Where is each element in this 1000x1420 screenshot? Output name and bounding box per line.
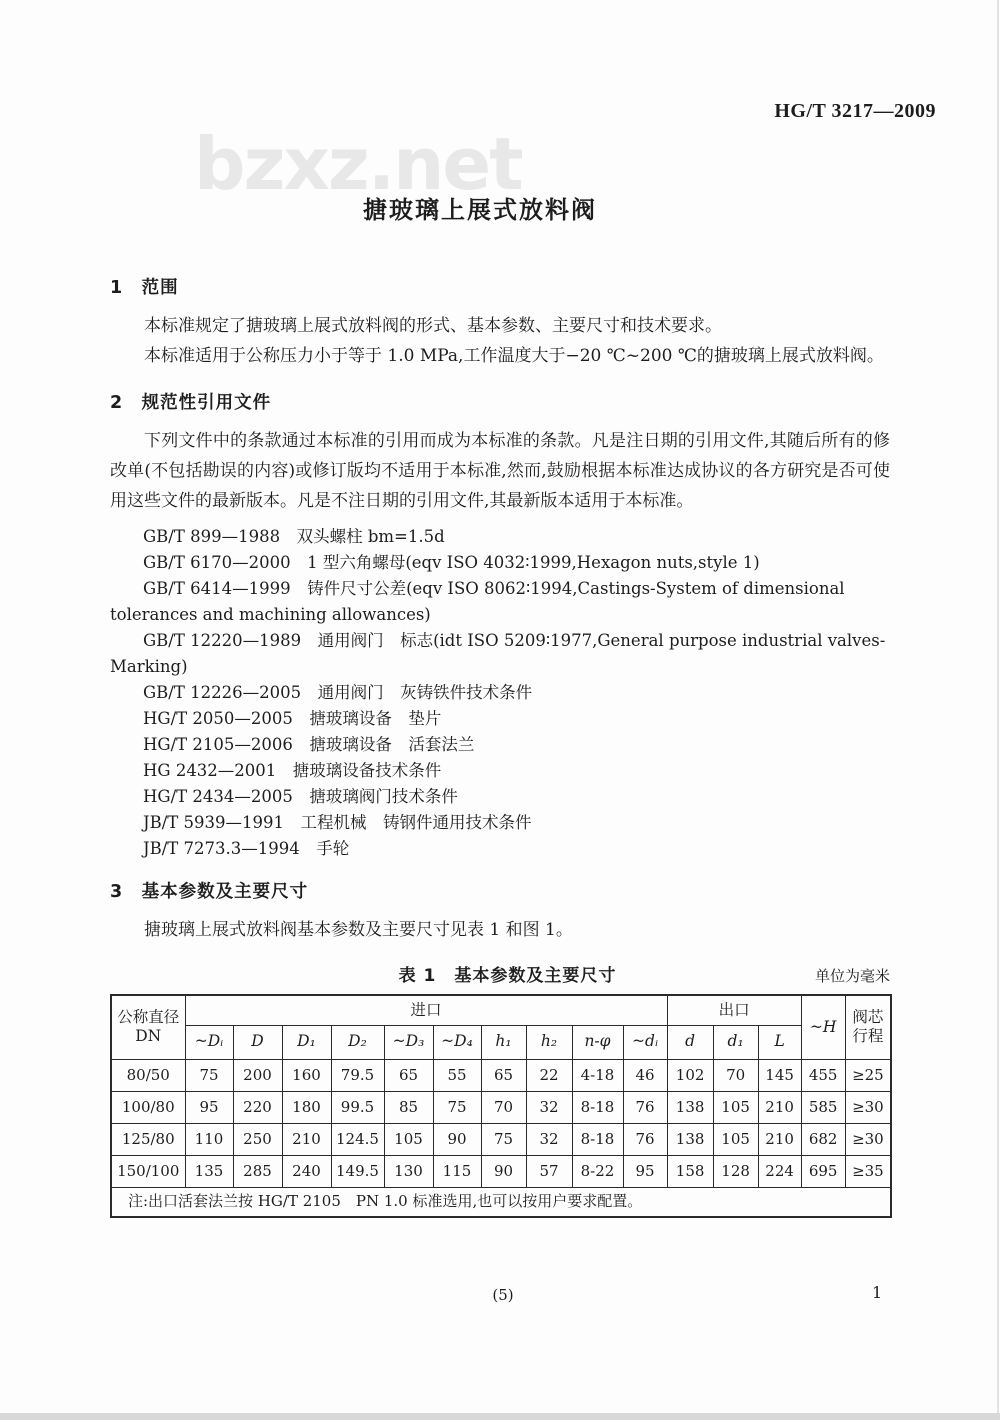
table-subheader-cell: d₁: [713, 1025, 758, 1059]
table-subheader-cell: L: [758, 1025, 801, 1059]
table-cell: 76: [623, 1123, 667, 1155]
table-cell: 4-18: [572, 1059, 623, 1091]
reference-item: HG/T 2050—2005 搪玻璃设备 垫片: [143, 709, 442, 728]
table-cell: 85: [384, 1091, 433, 1123]
reference-item: GB/T 12226—2005 通用阀门 灰铸铁件技术条件: [143, 683, 533, 702]
col-header-dn: [111, 995, 185, 1059]
table-note: 注:出口活套法兰按 HG/T 2105 PN 1.0 标准选用,也可以按用户要求配置。: [111, 1187, 891, 1217]
table-cell: 90: [481, 1155, 526, 1187]
table-caption-row: [110, 961, 890, 986]
table-cell: 695: [801, 1155, 845, 1187]
table-cell: 145: [758, 1059, 801, 1091]
table-cell: 285: [233, 1155, 282, 1187]
table-cell: 95: [623, 1155, 667, 1187]
table-cell: 149.5: [331, 1155, 384, 1187]
table-cell: 135: [185, 1155, 233, 1187]
table-subheader-row: [111, 1025, 891, 1059]
table-caption: 表 1 基本参数及主要尺寸: [398, 966, 617, 986]
table-unit-note: 单位为毫米: [814, 967, 890, 985]
section-1-heading: 1 范围: [110, 278, 179, 298]
table-cell: 46: [623, 1059, 667, 1091]
table-cell: 200: [233, 1059, 282, 1091]
table-cell: 90: [433, 1123, 481, 1155]
table-cell: 128: [713, 1155, 758, 1187]
table-subheader-cell: ~D₃: [384, 1025, 433, 1059]
table-cell: 8-18: [572, 1123, 623, 1155]
table-cell: 224: [758, 1155, 801, 1187]
page-title: 搪玻璃上展式放料阀: [363, 196, 597, 224]
table-cell: ≥30: [845, 1123, 891, 1155]
table-cell: 210: [758, 1091, 801, 1123]
table-group-header-row: [111, 995, 891, 1025]
references-list: [110, 524, 890, 862]
table-cell: 138: [667, 1123, 713, 1155]
table-row: [111, 1155, 891, 1187]
col-header-stroke: [845, 995, 891, 1059]
scan-edge-right: [997, 0, 999, 1420]
table-cell: 220: [233, 1091, 282, 1123]
table-cell: 76: [623, 1091, 667, 1123]
reference-item: GB/T 899—1988 双头螺柱 bm=1.5d: [143, 527, 445, 546]
table-cell: 158: [667, 1155, 713, 1187]
table-cell: 70: [713, 1059, 758, 1091]
table-note-row: [111, 1187, 891, 1217]
reference-item: GB/T 12220—1989 通用阀门 标志(idt ISO 5209∶1977,General purpose industrial valves-Marking): [110, 631, 886, 676]
table-row: [111, 1123, 891, 1155]
table-cell: 124.5: [331, 1123, 384, 1155]
table-cell: 682: [801, 1123, 845, 1155]
table-body: [111, 1059, 891, 1187]
table-cell: 105: [713, 1091, 758, 1123]
table-cell: 210: [758, 1123, 801, 1155]
table-subheader-cell: D₁: [282, 1025, 331, 1059]
section-1-paragraph-1: 本标准规定了搪玻璃上展式放料阀的形式、基本参数、主要尺寸和技术要求。: [144, 316, 722, 336]
table-subheader-cell: D₂: [331, 1025, 384, 1059]
col-header-dn-line2: DN: [135, 1027, 162, 1046]
table-cell: 75: [481, 1123, 526, 1155]
table-cell: 138: [667, 1091, 713, 1123]
col-header-stroke-line1: 阀芯: [852, 1007, 884, 1026]
table-cell: 585: [801, 1091, 845, 1123]
table-cell: 130: [384, 1155, 433, 1187]
table-cell: 8-18: [572, 1091, 623, 1123]
table-cell: 105: [384, 1123, 433, 1155]
table-cell: 455: [801, 1059, 845, 1091]
table-row: [111, 1091, 891, 1123]
section-3-paragraph: 搪玻璃上展式放料阀基本参数及主要尺寸见表 1 和图 1。: [144, 920, 573, 940]
table-cell: ≥30: [845, 1091, 891, 1123]
table-cell: 79.5: [331, 1059, 384, 1091]
scan-edge-bottom: [0, 1413, 1000, 1420]
reference-item: GB/T 6170—2000 1 型六角螺母(eqv ISO 4032∶1999,Hexagon nuts,style 1): [143, 553, 760, 572]
reference-item: JB/T 7273.3—1994 手轮: [143, 839, 350, 858]
table-cell: 240: [282, 1155, 331, 1187]
table-cell: 95: [185, 1091, 233, 1123]
table-cell: 22: [526, 1059, 572, 1091]
col-group-inlet: 进口: [185, 995, 667, 1025]
table-cell: 99.5: [331, 1091, 384, 1123]
table-subheader-cell: ~dᵢ: [623, 1025, 667, 1059]
table-cell: 80/50: [111, 1059, 185, 1091]
table-cell: 32: [526, 1123, 572, 1155]
table-basic-parameters: [110, 994, 892, 1218]
section-1-paragraph-2: 本标准适用于公称压力小于等于 1.0 MPa,工作温度大于−20 ℃~200 ℃的搪玻璃上展式放料阀。: [144, 346, 884, 366]
table-cell: ≥25: [845, 1059, 891, 1091]
footer-center-mark: (5): [492, 1286, 514, 1304]
table-subheader-cell: d: [667, 1025, 713, 1059]
reference-item: HG/T 2434—2005 搪玻璃阀门技术条件: [143, 787, 458, 806]
reference-item: HG 2432—2001 搪玻璃设备技术条件: [143, 761, 442, 780]
table-cell: 75: [185, 1059, 233, 1091]
footer-page-number: 1: [872, 1283, 883, 1302]
table-cell: 250: [233, 1123, 282, 1155]
table-row: [111, 1059, 891, 1091]
table-cell: 105: [713, 1123, 758, 1155]
table-subheader-cell: n-φ: [572, 1025, 623, 1059]
table-cell: ≥35: [845, 1155, 891, 1187]
table-cell: 55: [433, 1059, 481, 1091]
table-cell: 57: [526, 1155, 572, 1187]
col-header-stroke-line2: 行程: [852, 1027, 884, 1046]
table-subheader-cell: h₁: [481, 1025, 526, 1059]
table-subheader-cell: ~Dᵢ: [185, 1025, 233, 1059]
table-cell: 75: [433, 1091, 481, 1123]
section-3-heading: 3 基本参数及主要尺寸: [110, 882, 309, 902]
col-group-outlet: 出口: [667, 995, 801, 1025]
table-cell: 65: [384, 1059, 433, 1091]
table-cell: 150/100: [111, 1155, 185, 1187]
col-header-dn-line1: 公称直径: [117, 1007, 180, 1026]
table-cell: 160: [282, 1059, 331, 1091]
table-cell: 70: [481, 1091, 526, 1123]
reference-item: HG/T 2105—2006 搪玻璃设备 活套法兰: [143, 735, 475, 754]
table-subheader-cell: ~D₄: [433, 1025, 481, 1059]
table-cell: 32: [526, 1091, 572, 1123]
table-cell: 210: [282, 1123, 331, 1155]
table-subheader-cell: h₂: [526, 1025, 572, 1059]
table-cell: 125/80: [111, 1123, 185, 1155]
page-content: [110, 262, 890, 1218]
table-cell: 102: [667, 1059, 713, 1091]
table-subheader-cell: D: [233, 1025, 282, 1059]
reference-item: GB/T 6414—1999 铸件尺寸公差(eqv ISO 8062∶1994,Castings-System of dimensional tolerances and machining allowances): [110, 579, 845, 624]
watermark: bzxz.net: [194, 122, 522, 206]
table-cell: 110: [185, 1123, 233, 1155]
table-cell: 115: [433, 1155, 481, 1187]
section-2-heading: 2 规范性引用文件: [110, 393, 272, 413]
table-cell: 65: [481, 1059, 526, 1091]
table-cell: 100/80: [111, 1091, 185, 1123]
table-cell: 8-22: [572, 1155, 623, 1187]
reference-item: JB/T 5939—1991 工程机械 铸钢件通用技术条件: [143, 813, 532, 832]
table-cell: 180: [282, 1091, 331, 1123]
col-header-H: ~H: [801, 995, 845, 1059]
section-2-paragraph: 下列文件中的条款通过本标准的引用而成为本标准的条款。凡是注日期的引用文件,其随后所有的修改单(不包括勘误的内容)或修订版均不适用于本标准,然而,鼓励根据本标准达成协议的各方研究是否可使用这些文件的最新版本。凡是不注日期的引用文件,其最新版本适用于本标准。: [110, 431, 890, 511]
doc-number: HG/T 3217—2009: [774, 100, 936, 122]
